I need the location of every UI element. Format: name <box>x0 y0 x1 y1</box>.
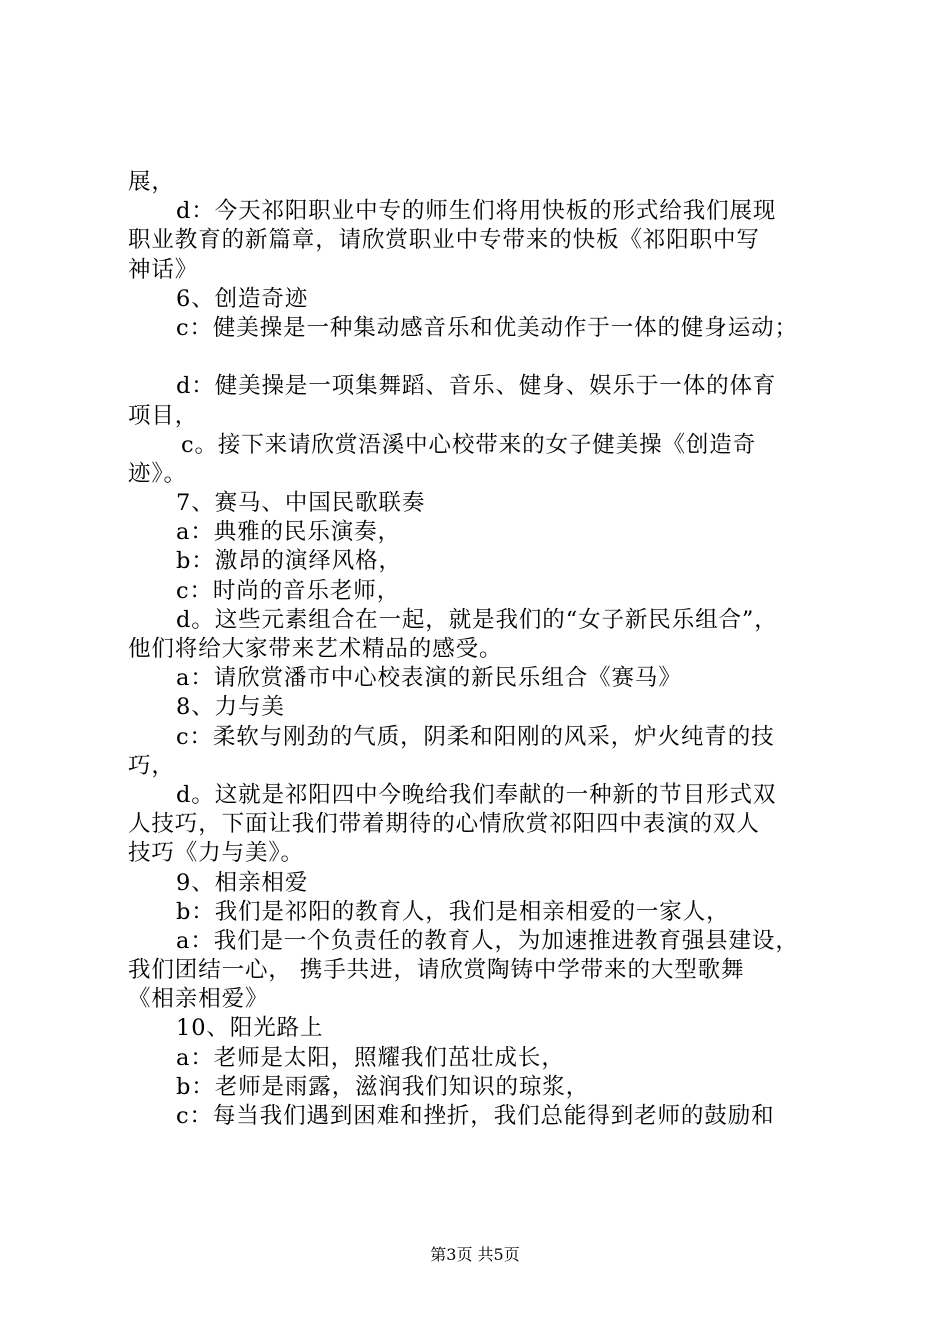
text-line: c：健美操是一种集动感音乐和优美动作于一体的健身运动； <box>176 314 798 341</box>
text-line: 项目， <box>128 402 199 429</box>
text-line: d：健美操是一项集舞蹈、音乐、健身、娱乐于一体的体育 <box>176 373 777 400</box>
text-line: 他们将给大家带来艺术精品的感受。 <box>128 636 503 662</box>
text-line: a：老师是太阳，照耀我们茁壮成长， <box>176 1044 565 1071</box>
page-footer: 第3页 共5页 <box>430 1245 520 1264</box>
section-heading: 6、创造奇迹 <box>176 285 309 312</box>
text-line: d。这些元素组合在一起，就是我们的“女子新民乐组合”， <box>176 606 778 633</box>
text-line: 技巧《力与美》。 <box>128 840 304 867</box>
text-line: 神话》 <box>128 256 199 283</box>
text-line: 职业教育的新篇章，请欣赏职业中专带来的快板《祁阳职中写 <box>128 227 760 254</box>
text-line: 我们团结一心， 携手共进，请欣赏陶铸中学带来的大型歌舞 <box>128 957 745 984</box>
text-line: d：今天祁阳职业中专的师生们将用快板的形式给我们展现 <box>176 198 777 225</box>
text-line: b：激昂的演绎风格， <box>176 548 402 575</box>
text-line: c：时尚的音乐老师， <box>176 577 401 604</box>
text-line: c。接下来请欣赏浯溪中心校带来的女子健美操《创造奇 <box>181 431 757 458</box>
text-line: 《相亲相爱》 <box>128 986 269 1013</box>
text-line: d。这就是祁阳四中今晚给我们奉献的一种新的节目形式双 <box>176 781 777 808</box>
text-line: c：每当我们遇到困难和挫折，我们总能得到老师的鼓励和 <box>176 1103 775 1129</box>
section-heading: 10、阳光路上 <box>176 1015 324 1042</box>
text-line: 迹》。 <box>128 460 187 487</box>
section-heading: 7、赛马、中国民歌联奏 <box>176 490 426 517</box>
text-line: 展， <box>128 169 175 195</box>
section-heading: 9、相亲相爱 <box>176 869 309 896</box>
text-line: 巧， <box>128 752 175 779</box>
text-line: b：我们是祁阳的教育人，我们是相亲相爱的一家人， <box>176 898 730 925</box>
text-line: c：柔软与刚劲的气质，阴柔和阳刚的风采，炉火纯青的技 <box>176 723 775 750</box>
section-heading: 8、力与美 <box>176 694 285 721</box>
document-body <box>128 168 836 1131</box>
text-line: a：请欣赏潘市中心校表演的新民乐组合《赛马》 <box>176 665 682 692</box>
text-line: 人技巧，下面让我们带着期待的心情欣赏祁阳四中表演的双人 <box>128 811 760 838</box>
text-line: b：老师是雨露，滋润我们知识的琼浆， <box>176 1073 590 1100</box>
text-line: a：我们是一个负责任的教育人，为加速推进教育强县建设， <box>176 927 799 954</box>
blank-line <box>128 343 836 372</box>
text-line: a：典雅的民乐演奏， <box>176 519 401 546</box>
